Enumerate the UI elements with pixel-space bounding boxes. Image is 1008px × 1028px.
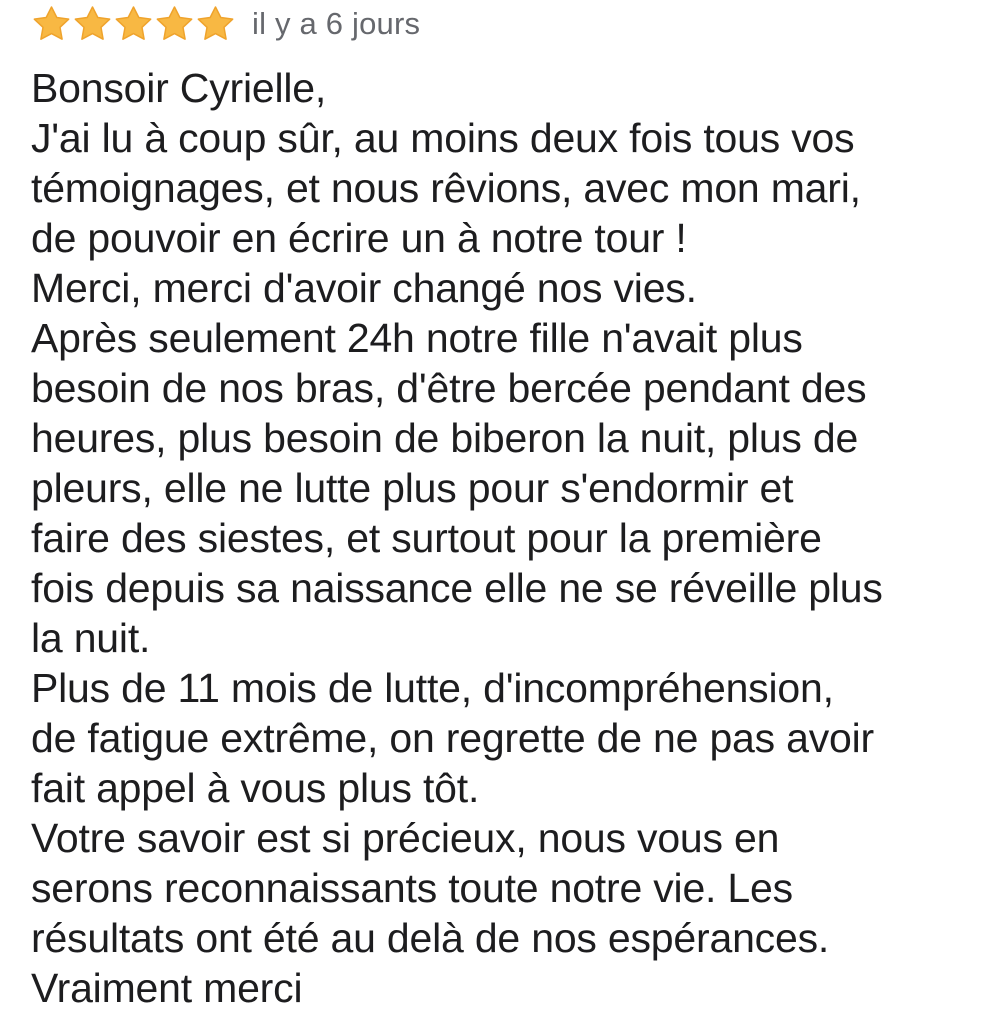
review-text-line: de pouvoir en écrire un à notre tour ! — [31, 215, 687, 261]
review-text-line: heures, plus besoin de biberon la nuit, plus de — [31, 415, 859, 461]
review-timestamp: il y a 6 jours — [252, 6, 421, 41]
review-text-line: la nuit. — [31, 615, 151, 661]
review-text-line: pleurs, elle ne lutte plus pour s'endormir et — [31, 465, 794, 511]
review-text-line: faire des siestes, et surtout pour la première — [31, 515, 822, 561]
review-text-line: Votre savoir est si précieux, nous vous en — [31, 815, 780, 861]
review-text-line: serons reconnaissants toute notre vie. Les — [31, 865, 793, 911]
review-text-line: Bonsoir Cyrielle, — [31, 65, 327, 111]
star-icon — [113, 4, 154, 44]
review-text-line: Plus de 11 mois de lutte, d'incompréhension, — [31, 665, 834, 711]
review-text-line: J'ai lu à coup sûr, au moins deux fois tous vos — [31, 115, 855, 161]
review-text-line: fois depuis sa naissance elle ne se réveille plus — [31, 565, 883, 611]
review-text-line: Merci, merci d'avoir changé nos vies. — [31, 265, 697, 311]
review-text-line: résultats ont été au delà de nos espérances. — [31, 915, 830, 961]
review-text-line: besoin de nos bras, d'être bercée pendant des — [31, 365, 867, 411]
review-text-line: témoignages, et nous rêvions, avec mon mari, — [31, 165, 861, 211]
star-rating — [31, 4, 236, 44]
star-icon — [31, 4, 72, 44]
review-text-line: Vraiment merci — [31, 965, 303, 1011]
star-icon — [154, 4, 195, 44]
review-text-line: Après seulement 24h notre fille n'avait plus — [31, 315, 803, 361]
review-text — [31, 63, 1008, 1013]
star-icon — [72, 4, 113, 44]
review-text-line: de fatigue extrême, on regrette de ne pas avoir — [31, 715, 875, 761]
review-text-line: fait appel à vous plus tôt. — [31, 765, 480, 811]
star-icon — [195, 4, 236, 44]
review-header — [31, 0, 1008, 44]
